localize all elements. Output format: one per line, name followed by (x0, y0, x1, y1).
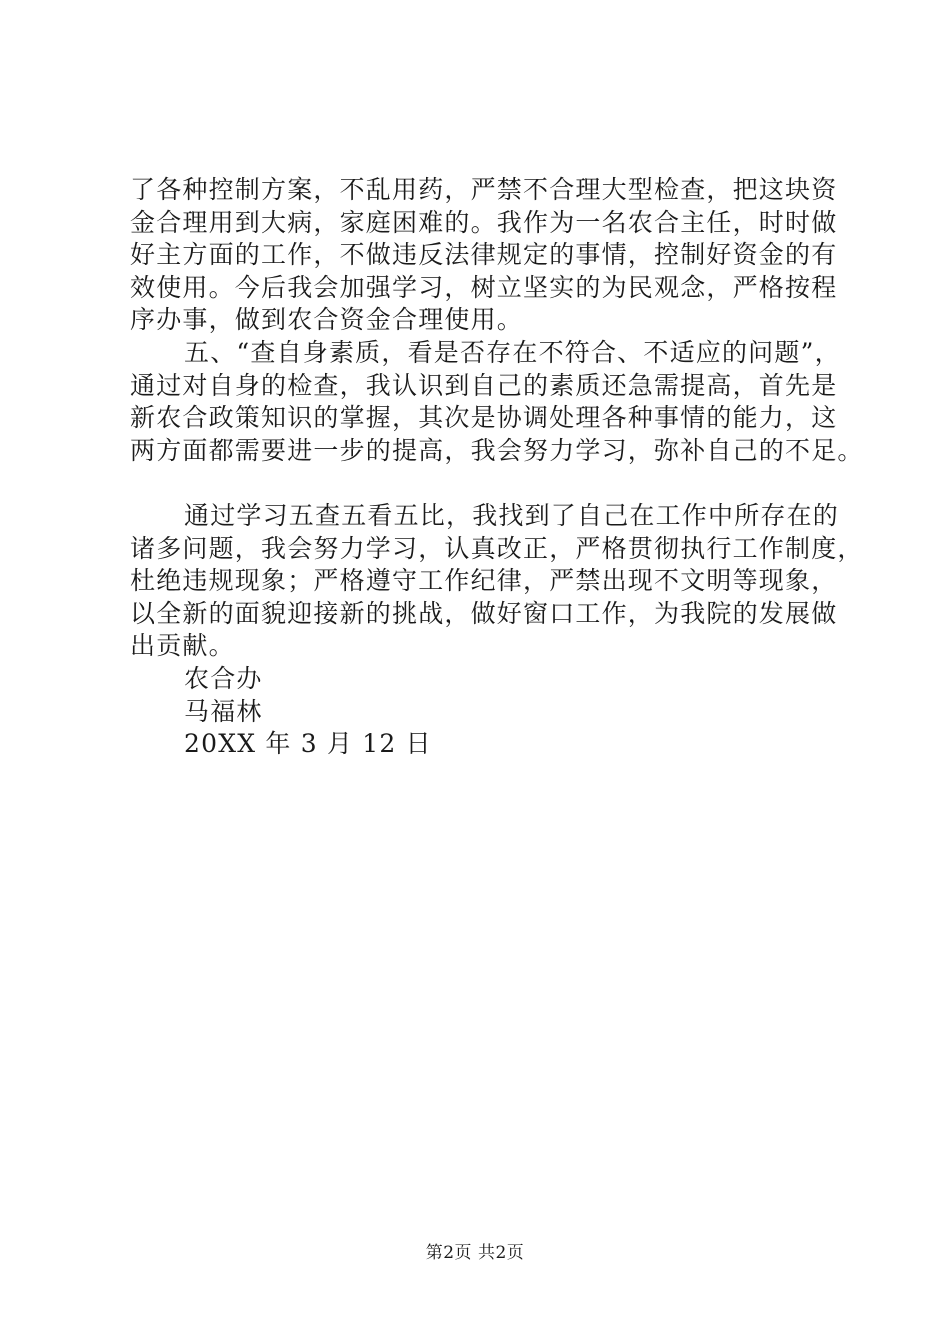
text-line: 金合理用到大病，家庭困难的。我作为一名农合主任，时时做 (130, 207, 838, 237)
text-line: 新农合政策知识的掌握，其次是协调处理各种事情的能力，这 (130, 403, 838, 433)
signature-date: 20XX 年 3 月 12 日 (184, 729, 432, 759)
page-number: 第2页 共2页 (425, 1243, 525, 1263)
signature-department: 农合办 (184, 663, 263, 693)
text-line: 诸多问题，我会努力学习，认真改正，严格贯彻执行工作制度， (130, 533, 864, 563)
text-line: 出贡献。 (130, 631, 235, 661)
text-line: 了各种控制方案，不乱用药，严禁不合理大型检查，把这块资 (130, 175, 838, 204)
document-body (130, 174, 864, 761)
text-line: 两方面都需要进一步的提高，我会努力学习，弥补自己的不足。 (130, 435, 864, 465)
text-line: 效使用。今后我会加强学习，树立坚实的为民观念，严格按程 (130, 272, 838, 302)
text-line: 通过对自身的检查，我认识到自己的素质还急需提高，首先是 (130, 370, 838, 400)
text-line: 五、“查自身素质，看是否存在不符合、不适应的问题”， (184, 337, 841, 367)
text-line: 序办事，做到农合资金合理使用。 (130, 305, 524, 335)
text-line: 通过学习五查五看五比，我找到了自己在工作中所存在的 (184, 500, 840, 530)
text-line: 以全新的面貌迎接新的挑战，做好窗口工作，为我院的发展做 (130, 598, 838, 628)
paragraph-gap (130, 467, 830, 500)
text-line: 杜绝违规现象；严格遵守工作纪律，严禁出现不文明等现象， (130, 566, 838, 596)
text-line: 好主方面的工作，不做违反法律规定的事情，控制好资金的有 (130, 240, 838, 270)
signature-name: 马福林 (184, 696, 263, 726)
